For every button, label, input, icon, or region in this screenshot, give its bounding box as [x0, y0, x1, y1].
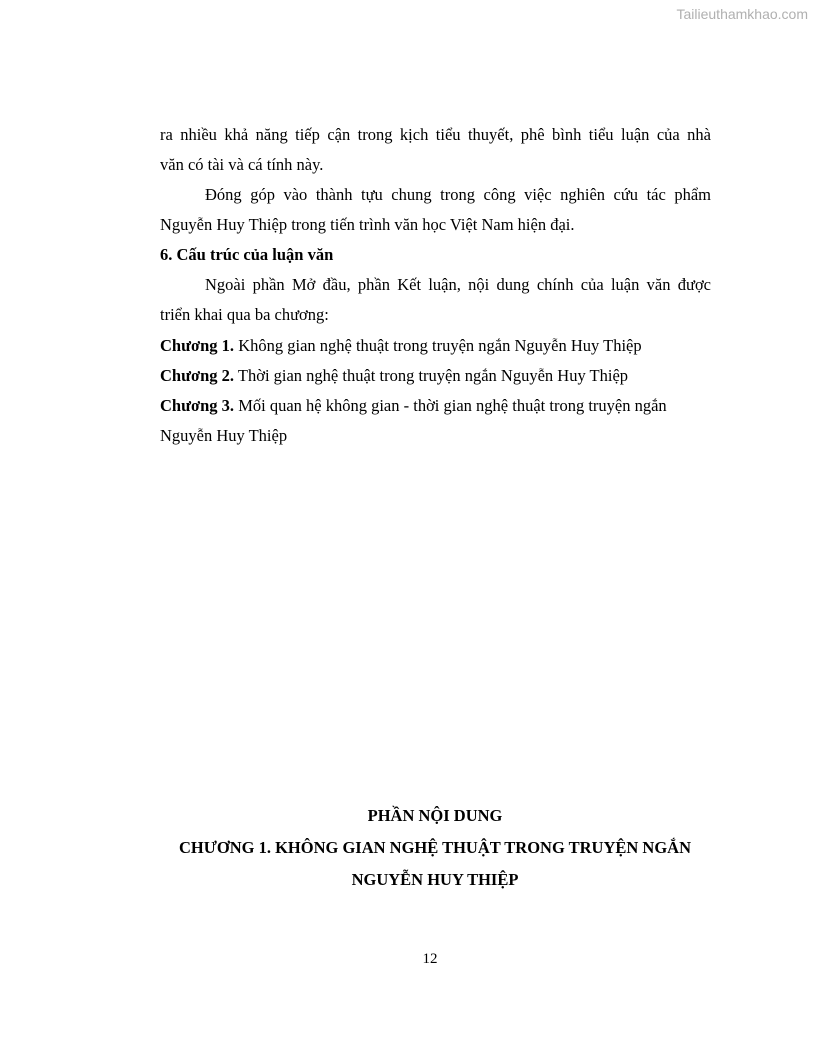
paragraph-line: Ngoài phần Mở đầu, phần Kết luận, nội dung chính của luận văn được	[205, 275, 711, 294]
paragraph-line: văn có tài và cá tính này.	[160, 155, 324, 174]
part-title: PHẦN NỘI DUNG	[367, 806, 503, 825]
chapter-item-1	[160, 336, 711, 356]
chapter-item-3-continued: Nguyễn Huy Thiệp	[160, 426, 288, 445]
paragraph-line: ra nhiều khả năng tiếp cận trong kịch tiểu thuyết, phê bình tiểu luận của nhà	[160, 125, 711, 144]
paragraph-line: Đóng góp vào thành tựu chung trong công việc nghiên cứu tác phẩm	[205, 185, 711, 204]
section-heading: 6. Cấu trúc của luận văn	[160, 245, 334, 264]
chapter-title: Mối quan hệ không gian - thời gian nghệ thuật trong truyện ngắn	[234, 396, 667, 415]
chapter-label: Chương 3.	[160, 396, 235, 415]
chapter-item-3	[160, 396, 711, 416]
chapter-title: Thời gian nghệ thuật trong truyện ngắn Nguyễn Huy Thiệp	[234, 366, 629, 385]
chapter-title: Không gian nghệ thuật trong truyện ngắn Nguyễn Huy Thiệp	[234, 336, 642, 355]
chapter-item-2	[160, 366, 711, 386]
chapter-heading-continued: NGUYỄN HUY THIỆP	[351, 870, 519, 889]
watermark: Tailieuthamkhao.com	[676, 6, 808, 22]
chapter-label: Chương 2.	[160, 366, 235, 385]
chapter-label: Chương 1.	[160, 336, 235, 355]
paragraph-line: Nguyễn Huy Thiệp trong tiến trình văn học Việt Nam hiện đại.	[160, 215, 575, 234]
page-number: 12	[422, 951, 438, 967]
chapter-heading: CHƯƠNG 1. KHÔNG GIAN NGHỆ THUẬT TRONG TRUYỆN NGẮN	[178, 838, 691, 857]
paragraph-line: triển khai qua ba chương:	[160, 305, 329, 324]
